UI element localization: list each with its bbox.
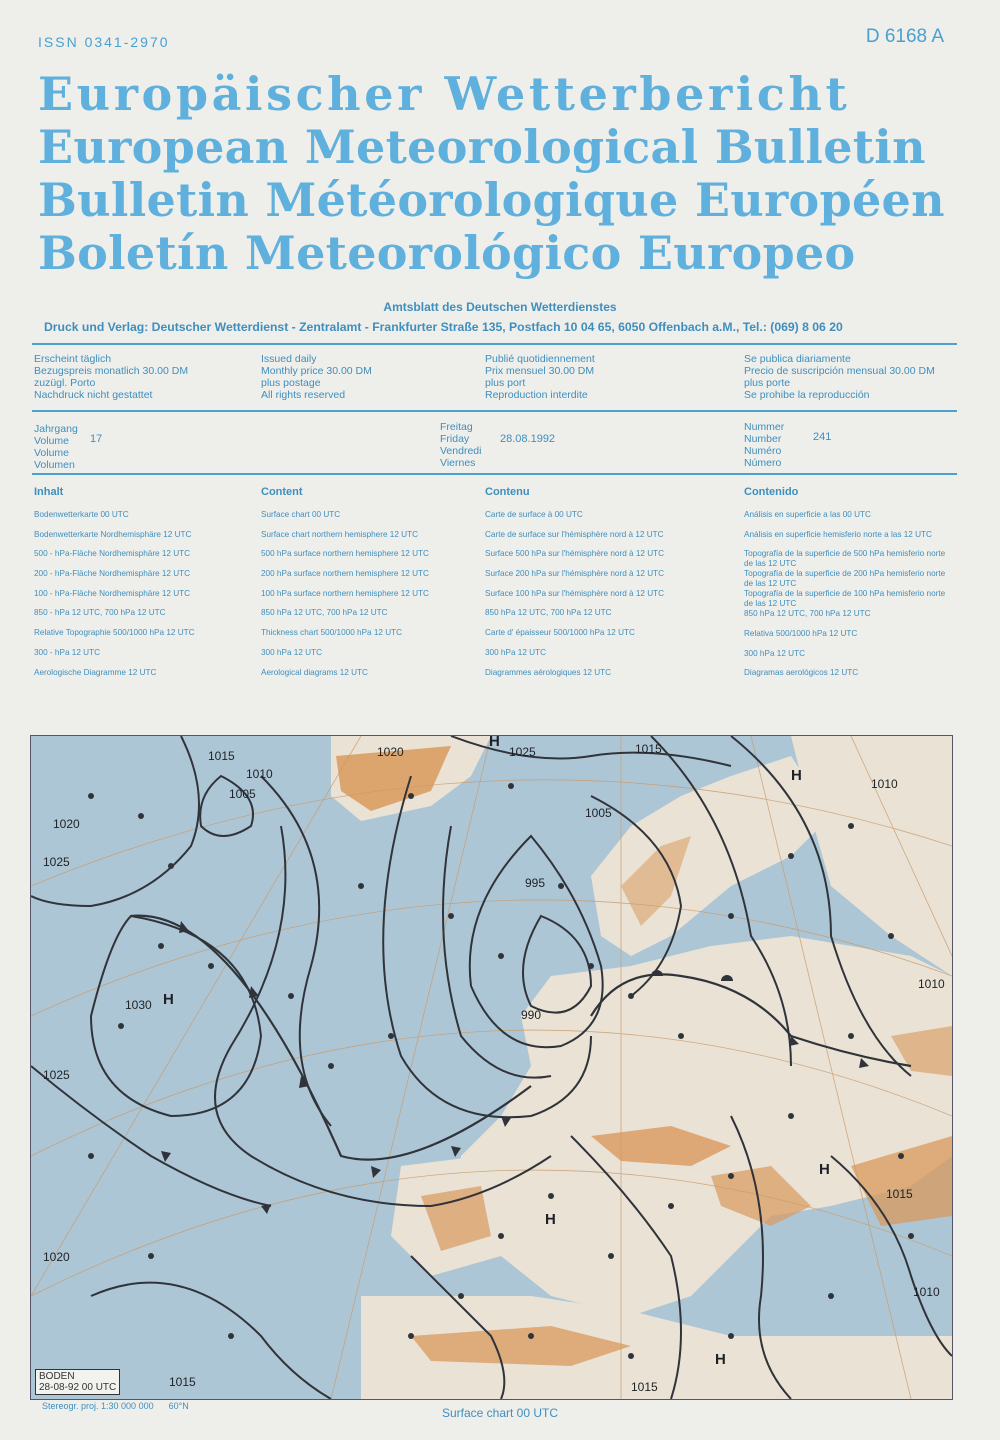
isobar-label: 1025 <box>509 745 536 759</box>
isobar-label: 1010 <box>246 767 273 781</box>
isobar-label: 1015 <box>631 1380 658 1394</box>
title-block <box>38 68 963 280</box>
isobar-label: 1025 <box>43 855 70 869</box>
map-caption: Surface chart 00 UTC <box>441 1406 559 1420</box>
isobar-label: 1020 <box>53 817 80 831</box>
contents-spanish: Contenido Análisis en superficie a las 00 UTC Análisis en superficie hemisferio norte a las 12 UTC Topografía de la superficie de 500 hPa hemisferio norte de las 12 UTC Topografía de la superficie de 200 hPa hemisferio norte de las 12 UTC Topografía de la superficie de 100 hPa hemisferio norte de las 12 UTC 850 hPa 12 UTC, 700 hPa 12 UTC Relativa 500/1000 hPa 12 UTC 300 hPa 12 UTC Diagramas aerológicos 12 UTC <box>744 486 946 678</box>
amtsblatt: Amtsblatt des Deutschen Wetterdienstes <box>383 300 617 314</box>
title-french: Bulletin Météorologique Européen <box>38 173 945 227</box>
surface-weather-map <box>30 735 953 1400</box>
publisher-line: Druck und Verlag: Deutscher Wetterdienst - Zentralamt - Frankfurter Straße 135, Postfach 10 04 65, 6050 Offenbach a.M., Tel.: (069) 8 06 20 <box>44 320 843 334</box>
high-pressure-marker: H <box>819 1161 830 1178</box>
contents-english: Content Surface chart 00 UTC Surface chart northern hemisphere 12 UTC 500 hPa surface northern hemisphere 12 UTC 200 hPa surface northern hemisphere 12 UTC 100 hPa surface northern hemisphere 12 UTC 850 hPa 12 UTC, 700 hPa 12 UTC Thickness chart 500/1000 hPa 12 UTC 300 hPa 12 UTC Aerological diagrams 12 UTC <box>261 486 429 677</box>
info-german: Erscheint täglich Bezugspreis monatlich 30.00 DM zuzügl. Porto Nachdruck nicht gestattet <box>34 353 189 401</box>
title-spanish: Boletín Meteorológico Europeo <box>38 226 856 280</box>
isobar-label: 1010 <box>913 1285 940 1299</box>
title-german: Europäischer Wetterbericht <box>38 67 851 121</box>
divider <box>32 473 957 475</box>
divider <box>32 410 957 412</box>
issue-number: 241 <box>813 431 832 443</box>
isobar-label: 1025 <box>43 1068 70 1082</box>
volume-value: 17 <box>90 433 103 445</box>
isobar-label: 990 <box>521 1008 542 1022</box>
high-pressure-marker: H <box>545 1211 556 1228</box>
isobar-label: 1015 <box>169 1375 196 1389</box>
info-spanish: Se publica diariamente Precio de suscripción mensual 30.00 DM plus porte Se prohibe la reproducción <box>744 353 935 401</box>
high-pressure-marker: H <box>163 991 174 1008</box>
isobar-label: 1015 <box>886 1187 913 1201</box>
map-svg <box>31 736 952 1399</box>
isobar-label: 1005 <box>229 787 256 801</box>
isobar-label: 1020 <box>377 745 404 759</box>
high-pressure-marker: H <box>791 767 802 784</box>
isobar-label: 1005 <box>585 806 612 820</box>
chart-label-box: BODEN 28-08-92 00 UTC <box>35 1369 120 1395</box>
divider <box>32 343 957 345</box>
contents-french: Contenu Carte de surface à 00 UTC Carte de surface sur l'hémisphère nord à 12 UTC Surface 500 hPa sur l'hémisphère nord à 12 UTC Surface 200 hPa sur l'hémisphère nord à 12 UTC Surface 100 hPa sur l'hémisphère nord à 12 UTC 850 hPa 12 UTC, 700 hPa 12 UTC Carte d' épaisseur 500/1000 hPa 12 UTC 300 hPa 12 UTC Diagrammes aérologiques 12 UTC <box>485 486 665 677</box>
isobar-label: 1015 <box>635 742 662 756</box>
isobar-label: 1010 <box>871 777 898 791</box>
projection-info: Stereogr. proj. 1:30 000 000 60°N <box>42 1401 189 1411</box>
isobar-label: 1010 <box>918 977 945 991</box>
title-english: European Meteorological Bulletin <box>38 120 926 174</box>
isobar-label: 995 <box>525 876 546 890</box>
info-english: Issued daily Monthly price 30.00 DM plus postage All rights reserved <box>261 353 372 401</box>
volume-labels: Jahrgang Volume Volume Volumen <box>34 423 78 471</box>
high-pressure-marker: H <box>715 1351 726 1368</box>
isobar-label: 1015 <box>208 749 235 763</box>
document-code: D 6168 A <box>865 26 944 47</box>
number-labels: Nummer Number Numéro Número <box>744 421 785 469</box>
contents-german: Inhalt Bodenwetterkarte 00 UTC Bodenwetterkarte Nordhemisphäre 12 UTC 500 - hPa-Fläche Nordhemisphäre 12 UTC 200 - hPa-Fläche Nordhemisphäre 12 UTC 100 - hPa-Fläche Nordhemisphäre 12 UTC 850 - hPa 12 UTC, 700 hPa 12 UTC Relative Topographie 500/1000 hPa 12 UTC 300 - hPa 12 UTC Aerologische Diagramme 12 UTC <box>34 486 195 677</box>
info-french: Publié quotidiennement Prix mensuel 30.00 DM plus port Reproduction interdite <box>485 353 595 401</box>
day-labels: Freitag Friday Vendredi Viernes <box>440 421 482 469</box>
high-pressure-marker: H <box>489 736 500 750</box>
isobar-label: 1030 <box>125 998 152 1012</box>
issue-date: 28.08.1992 <box>500 433 556 445</box>
issn: ISSN 0341-2970 <box>38 34 170 50</box>
isobar-label: 1020 <box>43 1250 70 1264</box>
